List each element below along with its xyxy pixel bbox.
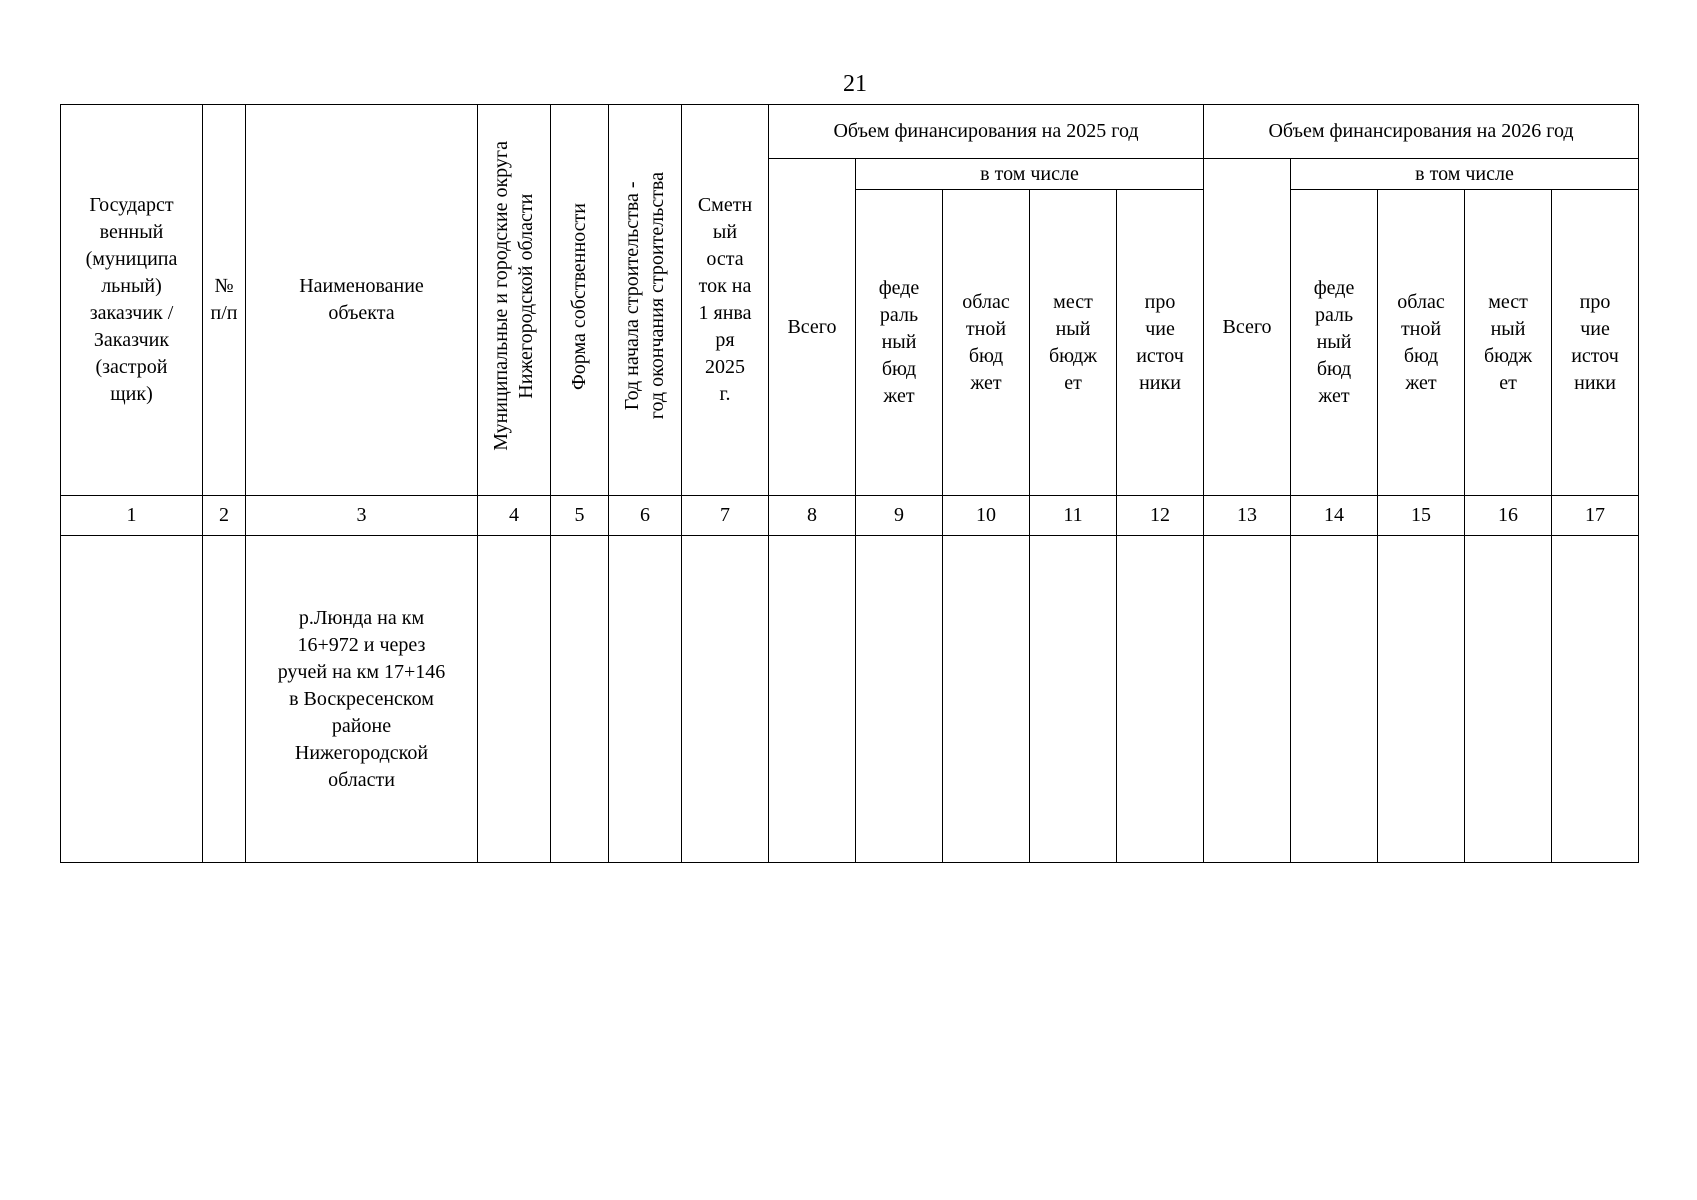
column-number: 15	[1378, 496, 1465, 536]
cell-regional-2025	[943, 536, 1030, 863]
column-number: 4	[478, 496, 551, 536]
header-local-2026: мест ный бюдж ет	[1465, 190, 1552, 496]
cell-local-2025	[1030, 536, 1117, 863]
header-municipalities: Муниципальные и городские округа Нижегородской области	[478, 105, 551, 496]
cell-other-2025	[1117, 536, 1204, 863]
column-number: 10	[943, 496, 1030, 536]
header-other-2025: про чие источ ники	[1117, 190, 1204, 496]
header-financing-2026: Объем финансирования на 2026 год	[1204, 105, 1639, 159]
cell-other-2026	[1552, 536, 1639, 863]
column-number: 1	[61, 496, 203, 536]
column-number: 11	[1030, 496, 1117, 536]
header-total-2026: Всего	[1204, 159, 1291, 496]
header-ownership-form: Форма собственности	[551, 105, 609, 496]
header-object-name: Наименование объекта	[246, 105, 478, 496]
cell-total-2026	[1204, 536, 1291, 863]
investment-table	[60, 104, 1639, 863]
cell-ownership-form	[551, 536, 609, 863]
header-number: № п/п	[203, 105, 246, 496]
column-number: 5	[551, 496, 609, 536]
column-number: 14	[1291, 496, 1378, 536]
column-number: 12	[1117, 496, 1204, 536]
header-including-2026: в том числе	[1291, 159, 1639, 190]
cell-object-name: р.Люнда на км 16+972 и через ручей на км 17+146 в Воскресенском районе Нижегородской области	[246, 536, 478, 863]
header-construction-years: Год начала строительства - год окончания строительства	[609, 105, 682, 496]
column-number: 6	[609, 496, 682, 536]
cell-federal-2026	[1291, 536, 1378, 863]
header-customer: Государст венный (муниципа льный) заказчик / Заказчик (застрой щик)	[61, 105, 203, 496]
header-estimated-balance: Сметн ый оста ток на 1 янва ря 2025 г.	[682, 105, 769, 496]
column-number: 8	[769, 496, 856, 536]
header-regional-2025: облас тной бюд жет	[943, 190, 1030, 496]
column-number: 17	[1552, 496, 1639, 536]
header-including-2025: в том числе	[856, 159, 1204, 190]
header-total-2025: Всего	[769, 159, 856, 496]
table-row	[61, 536, 1639, 863]
cell-estimated-balance	[682, 536, 769, 863]
column-number: 16	[1465, 496, 1552, 536]
cell-federal-2025	[856, 536, 943, 863]
column-number: 7	[682, 496, 769, 536]
column-number: 3	[246, 496, 478, 536]
column-number: 9	[856, 496, 943, 536]
column-number: 13	[1204, 496, 1291, 536]
header-financing-2025: Объем финансирования на 2025 год	[769, 105, 1204, 159]
cell-municipality	[478, 536, 551, 863]
header-federal-2026: феде раль ный бюд жет	[1291, 190, 1378, 496]
cell-total-2025	[769, 536, 856, 863]
cell-customer	[61, 536, 203, 863]
cell-local-2026	[1465, 536, 1552, 863]
page-number: 21	[843, 71, 867, 97]
header-local-2025: мест ный бюдж ет	[1030, 190, 1117, 496]
cell-regional-2026	[1378, 536, 1465, 863]
header-other-2026: про чие источ ники	[1552, 190, 1639, 496]
cell-construction-years	[609, 536, 682, 863]
column-numbers-row	[61, 496, 1639, 536]
cell-number	[203, 536, 246, 863]
column-number: 2	[203, 496, 246, 536]
header-federal-2025: феде раль ный бюд жет	[856, 190, 943, 496]
header-regional-2026: облас тной бюд жет	[1378, 190, 1465, 496]
